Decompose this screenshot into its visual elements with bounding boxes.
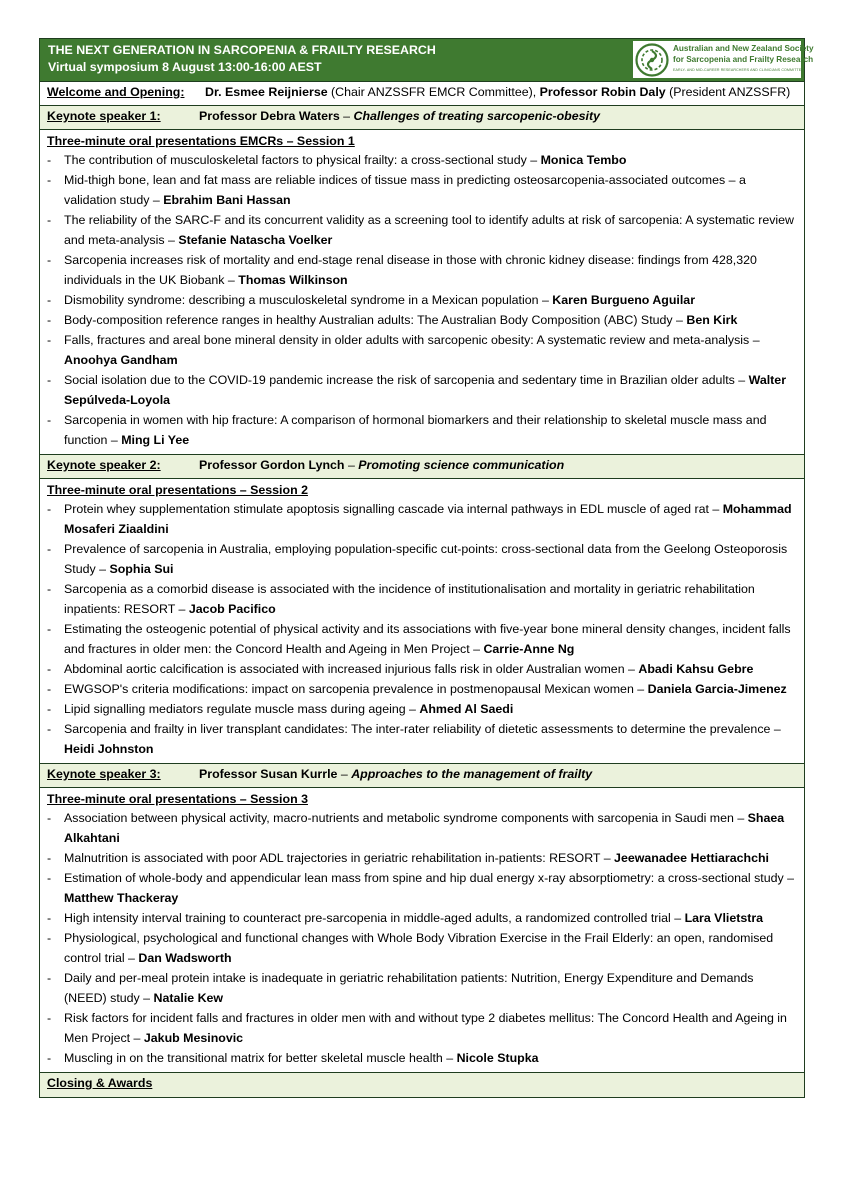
presentation-item — [47, 808, 796, 848]
presentation-title: EWGSOP's criteria modifications: impact on sarcopenia prevalence in postmenopausal Mexican women – — [64, 682, 648, 696]
keynote-sep: – — [337, 767, 352, 781]
presentation-title: Mid-thigh bone, lean and fat mass are reliable indices of tissue mass in predicting osteosarcopenia-associated outcomes – a validation study – — [64, 173, 746, 207]
program-table — [39, 38, 814, 1098]
presentation-item — [47, 250, 796, 290]
welcome-speaker-2: Professor Robin Daly — [539, 85, 666, 99]
presenter-name: Karen Burgueno Aguilar — [552, 293, 696, 307]
presentation-title: Abdominal aortic calcification is associated with increased injurious falls risk in older Australian women – — [64, 662, 639, 676]
presentation-item — [47, 1008, 796, 1048]
presentation-title: Daily and per-meal protein intake is inadequate in geriatric rehabilitation patients: Nutrition, Energy Expenditure and Demands (NEED) study – — [64, 971, 754, 1005]
keynote-speaker: Professor Susan Kurrle — [199, 767, 338, 781]
keynote-topic: Promoting science communication — [358, 458, 565, 472]
presentation-item — [47, 699, 796, 719]
session-3 — [40, 788, 804, 1073]
logo-text — [673, 43, 814, 76]
presenter-name: Natalie Kew — [153, 991, 224, 1005]
closing-label: Closing & Awards — [47, 1076, 153, 1090]
presenter-name: Ahmed Al Saedi — [419, 702, 514, 716]
presentation-item — [47, 928, 796, 968]
session-title: Three-minute oral presentations EMCRs – Session 1 — [47, 134, 355, 148]
presenter-name: Matthew Thackeray — [64, 891, 179, 905]
presentation-title: Social isolation due to the COVID-19 pandemic increase the risk of sarcopenia and sedentary time in Brazilian older adults – — [64, 373, 749, 387]
presentation-item — [47, 679, 796, 699]
presentation-item — [47, 908, 796, 928]
keynote-label: Keynote speaker 3: — [47, 767, 161, 781]
keynote-speaker: Professor Debra Waters — [199, 109, 340, 123]
welcome-label: Welcome and Opening: — [47, 85, 185, 99]
presenter-name: Walter Sepúlveda-Loyola — [64, 373, 787, 407]
presentation-item — [47, 719, 796, 759]
program-subtitle: Virtual symposium 8 August 13:00-16:00 AEST — [48, 60, 322, 74]
presentation-item — [47, 210, 796, 250]
society-logo — [633, 41, 814, 78]
keynote-sep: – — [339, 109, 354, 123]
presenter-name: Ben Kirk — [686, 313, 738, 327]
keynote-sep: – — [344, 458, 359, 472]
welcome-speaker-1: Dr. Esmee Reijnierse — [205, 85, 328, 99]
session-title: Three-minute oral presentations – Session 3 — [47, 792, 308, 806]
presenter-name: Jacob Pacifico — [188, 602, 276, 616]
session-1 — [40, 130, 804, 455]
presenter-name: Monica Tembo — [540, 153, 627, 167]
presenter-name: Jakub Mesinovic — [143, 1031, 244, 1045]
presentation-title: High intensity interval training to counteract pre-sarcopenia in middle-aged adults, a randomized controlled trial – — [64, 911, 685, 925]
presenter-name: Dan Wadsworth — [138, 951, 232, 965]
presentation-title: Falls, fractures and areal bone mineral density in older adults with sarcopenic obesity: A systematic review and meta-analysis – — [64, 333, 760, 347]
presentation-item — [47, 370, 796, 410]
session-title: Three-minute oral presentations – Session 2 — [47, 483, 308, 497]
presentation-title: The contribution of musculoskeletal factors to physical frailty: a cross-sectional study – — [64, 153, 541, 167]
presentation-title: Estimating the osteogenic potential of physical activity and its associations with five-year bone mineral density changes, incident falls and fractures in older men: the Concord Health and Ageing in Men Project – — [64, 622, 791, 656]
presenter-name: Stefanie Natascha Voelker — [178, 233, 333, 247]
presentation-title: The reliability of the SARC-F and its concurrent validity as a screening tool to identify adults at risk of sarcopenia: A systematic review and meta-analysis – — [64, 213, 794, 247]
presenter-name: Thomas Wilkinson — [238, 273, 348, 287]
presentation-title: Lipid signalling mediators regulate muscle mass during ageing – — [64, 702, 420, 716]
presentation-title: Physiological, psychological and functional changes with Whole Body Vibration Exercise in the Frail Elderly: an open, randomised control trial – — [64, 931, 774, 965]
presentation-item — [47, 868, 796, 908]
presentation-item — [47, 150, 796, 170]
presentation-item — [47, 848, 796, 868]
session-2-list — [47, 499, 796, 759]
presenter-name: Daniela Garcia-Jimenez — [647, 682, 787, 696]
session-1-list — [47, 150, 796, 450]
presenter-name: Anoohya Gandham — [64, 353, 178, 367]
presentation-item — [47, 619, 796, 659]
presentation-item — [47, 499, 796, 539]
presenter-name: Shaea Alkahtani — [64, 811, 785, 845]
keynote-row-3 — [40, 764, 804, 788]
presentation-title: Risk factors for incident falls and fractures in older men with and without type 2 diabetes mellitus: The Concord Health and Ageing in Men Project – — [64, 1011, 787, 1045]
presentation-title: Body-composition reference ranges in healthy Australian adults: The Australian Body Composition (ABC) Study – — [64, 313, 687, 327]
header-text — [48, 42, 436, 76]
presentation-title: Association between physical activity, macro-nutrients and metabolic syndrome components with sarcopenia in Saudi men – — [64, 811, 748, 825]
anzssfr-logo-icon — [635, 43, 669, 77]
presentation-item — [47, 410, 796, 450]
presentation-title: Sarcopenia as a comorbid disease is associated with the incidence of institutionalisation and mortality in geriatric rehabilitation inpatients: RESORT – — [64, 582, 755, 616]
presentation-item — [47, 310, 796, 330]
presentation-title: Sarcopenia increases risk of mortality and end-stage renal disease in those with chronic kidney disease: findings from 428,320 individuals in the UK Biobank – — [64, 253, 757, 287]
presentation-title: Malnutrition is associated with poor ADL trajectories in geriatric rehabilitation in-patients: RESORT – — [64, 851, 615, 865]
keynote-topic: Challenges of treating sarcopenic-obesity — [353, 109, 600, 123]
presenter-name: Mohammad Mosaferi Ziaaldini — [64, 502, 792, 536]
session-2 — [40, 479, 804, 764]
presenter-name: Lara Vlietstra — [684, 911, 764, 925]
presenter-name: Ming Li Yee — [121, 433, 190, 447]
presentation-item — [47, 170, 796, 210]
closing-row — [40, 1073, 804, 1097]
keynote-topic: Approaches to the management of frailty — [351, 767, 593, 781]
presenter-name: Jeewanadee Hettiarachchi — [614, 851, 770, 865]
presentation-title: Dismobility syndrome: describing a musculoskeletal syndrome in a Mexican population – — [64, 293, 553, 307]
keynote-speaker: Professor Gordon Lynch — [199, 458, 345, 472]
logo-line-1: Australian and New Zealand Society — [673, 44, 814, 53]
keynote-row-1 — [40, 106, 804, 130]
presentation-title: Estimation of whole-body and appendicular lean mass from spine and hip dual energy x-ray absorptiometry: a cross-sectional study – — [64, 871, 795, 885]
presenter-name: Heidi Johnston — [64, 742, 154, 756]
keynote-label: Keynote speaker 1: — [47, 109, 161, 123]
presentation-title: Sarcopenia in women with hip fracture: A comparison of hormonal biomarkers and their relationship to skeletal muscle mass and function – — [64, 413, 767, 447]
logo-line-2: for Sarcopenia and Frailty Research — [673, 55, 814, 64]
presentation-item — [47, 579, 796, 619]
presenter-name: Nicole Stupka — [456, 1051, 539, 1065]
presentation-item — [47, 968, 796, 1008]
welcome-row — [40, 82, 804, 106]
presentation-item — [47, 290, 796, 310]
presentation-title: Protein whey supplementation stimulate apoptosis signalling cascade via internal pathways in EDL muscle of aged rat – — [64, 502, 723, 516]
presentation-title: Prevalence of sarcopenia in Australia, employing population-specific cut-points: cross-sectional data from the Geelong Osteoporosis Study – — [64, 542, 788, 576]
logo-line-3: EARLY- AND MID-CAREER RESEARCHERS AND CLINICIANS COMMITTEE — [673, 68, 804, 72]
program-header — [40, 39, 814, 82]
presenter-name: Carrie-Anne Ng — [483, 642, 575, 656]
presentation-title: Sarcopenia and frailty in liver transplant candidates: The inter-rater reliability of dietetic assessments to determine the prevalence – — [64, 722, 781, 736]
keynote-row-2 — [40, 455, 804, 479]
presentation-item — [47, 330, 796, 370]
presenter-name: Ebrahim Bani Hassan — [163, 193, 291, 207]
presentation-item — [47, 539, 796, 579]
presentation-title: Muscling in on the transitional matrix for better skeletal muscle health – — [64, 1051, 457, 1065]
welcome-role-2: (President ANZSSFR) — [665, 85, 791, 99]
presentation-item — [47, 659, 796, 679]
keynote-label: Keynote speaker 2: — [47, 458, 161, 472]
session-3-list — [47, 808, 796, 1068]
program-title: THE NEXT GENERATION IN SARCOPENIA & FRAILTY RESEARCH — [48, 43, 436, 57]
presentation-item — [47, 1048, 796, 1068]
welcome-role-1: (Chair ANZSSFR EMCR Committee), — [327, 85, 540, 99]
presenter-name: Abadi Kahsu Gebre — [638, 662, 754, 676]
presenter-name: Sophia Sui — [109, 562, 174, 576]
